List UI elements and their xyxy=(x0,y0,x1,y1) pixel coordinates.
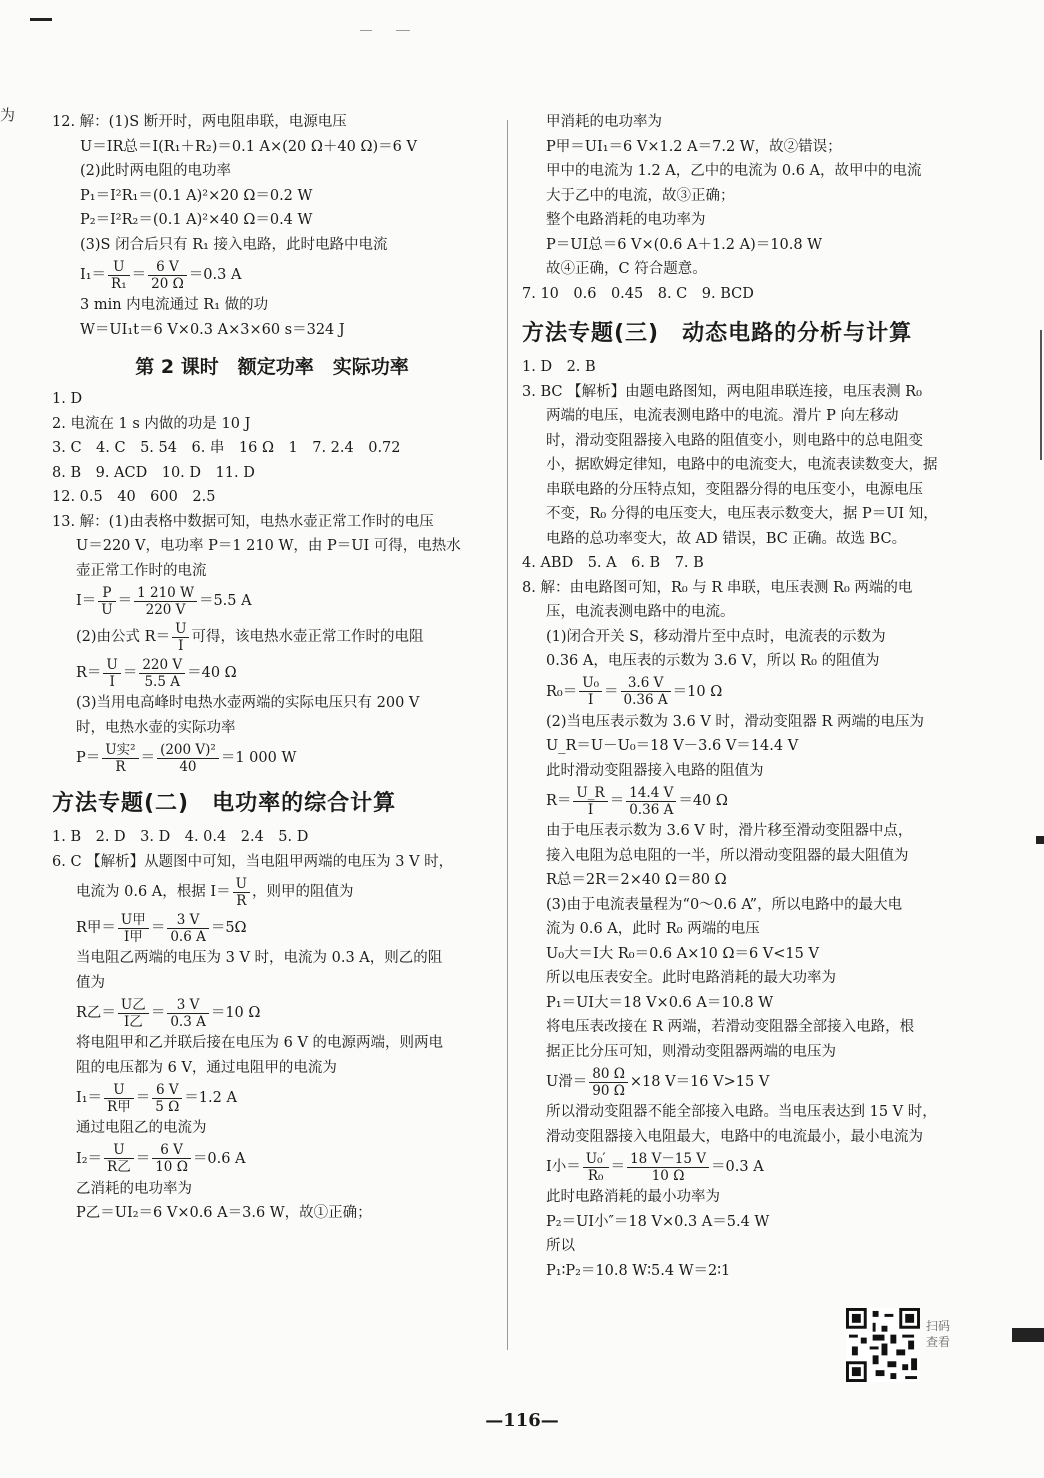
q12-line: U＝IR总＝I(R₁＋R₂)＝0.1 A×(20 Ω＋40 Ω)＝6 V xyxy=(80,138,417,155)
numerator: U₀ xyxy=(579,675,602,692)
answer-line: 3. C 4. C 5. 54 6. 串 16 Ω 1 7. 2.4 0.72 xyxy=(52,440,401,456)
q6-formula xyxy=(52,1080,492,1116)
fraction xyxy=(104,1142,134,1175)
q13-line xyxy=(52,619,492,655)
q3-line: 小，据欧姆定律知，电路中的电流变大，电流表读数变大，据 xyxy=(546,457,938,473)
equals: ＝ xyxy=(117,593,133,609)
answer-line: 12. 0.5 40 600 2.5 xyxy=(52,489,216,505)
formula-rhs: ＝40 Ω xyxy=(678,793,728,809)
q12-line: P₂＝I²R₂＝(0.1 A)²×40 Ω＝0.4 W xyxy=(80,212,313,228)
denominator: 0.3 A xyxy=(170,1013,206,1030)
answer-line: 2. 电流在 1 s 内做的功是 10 J xyxy=(52,415,251,432)
numerator: 3.6 V xyxy=(621,675,671,692)
numerator: U_R xyxy=(573,785,607,802)
numerator: 80 Ω xyxy=(589,1066,628,1083)
q13-line: 壶正常工作时的电流 xyxy=(76,562,207,579)
denominator: R₁ xyxy=(111,275,127,292)
q6-cont-line: 甲中的电流为 1.2 A，乙中的电流为 0.6 A，故甲中的电流 xyxy=(546,163,922,179)
lesson-title: 第 2 课时 额定功率 实际功率 xyxy=(135,356,409,378)
denominator: R xyxy=(115,758,126,775)
numerator: P xyxy=(98,585,115,602)
numerator: 6 V xyxy=(152,1142,191,1159)
formula-rhs: ＝5.5 A xyxy=(198,593,252,609)
denominator: R₀ xyxy=(587,1167,604,1184)
qr-label: 扫码查看 xyxy=(926,1319,951,1349)
q8-line: 此时滑动变阻器接入电路的阻值为 xyxy=(546,762,764,779)
numerator: U乙 xyxy=(118,997,149,1014)
fraction xyxy=(583,1151,609,1184)
q6-formula xyxy=(52,1141,492,1177)
formula-rhs: ＝1.2 A xyxy=(184,1090,237,1106)
denominator: 0.36 A xyxy=(629,801,674,818)
q3-line: 串联电路的分压特点知，变阻器分得的电压变小，电源电压 xyxy=(546,481,923,498)
formula-lhs: R＝ xyxy=(76,665,102,681)
denominator: U xyxy=(101,601,113,618)
numerator: U甲 xyxy=(118,912,149,929)
q8-line: 压，电流表测电路中的电流。 xyxy=(546,604,735,620)
denominator: 20 Ω xyxy=(151,275,184,292)
q8-line: U_R＝U－U₀＝18 V－3.6 V＝14.4 V xyxy=(546,738,799,754)
q6-cont-line: P＝UI总＝6 V×(0.6 A＋1.2 A)＝10.8 W xyxy=(546,236,823,253)
text: 可得，该电热水壶正常工作时的电阻 xyxy=(191,629,424,645)
q12-line: (2)此时两电阻的电功率 xyxy=(80,163,232,179)
formula-lhs: R₀＝ xyxy=(546,683,578,700)
numerator: U₀′ xyxy=(583,1151,609,1168)
fraction xyxy=(118,912,149,945)
text: (2)由公式 R＝ xyxy=(76,629,171,645)
denominator: 10 Ω xyxy=(155,1159,188,1175)
q13-line: (3)当用电高峰时电热水壶两端的实际电压只有 200 V xyxy=(76,695,420,711)
right-column xyxy=(522,110,962,1283)
q8-line: 8. 解：由电路图可知，R₀ 与 R 串联，电压表测 R₀ 两端的电 xyxy=(522,579,913,596)
q8-line: 将电压表改接在 R 两端，若滑动变阻器全部接入电路，根 xyxy=(546,1019,915,1035)
numerator: 6 V xyxy=(152,1082,182,1099)
fraction xyxy=(98,585,115,618)
fraction xyxy=(108,259,130,292)
fraction xyxy=(233,876,250,909)
formula-rhs: ＝5Ω xyxy=(210,920,247,936)
q3-line: 电路的总功率变大，故 AD 错误，BC 正确。故选 BC。 xyxy=(546,530,907,547)
fraction xyxy=(579,675,602,708)
formula-lhs: I₂＝ xyxy=(76,1150,103,1167)
fraction xyxy=(118,997,149,1030)
section-title: 方法专题(三) 动态电路的分析与计算 xyxy=(522,321,913,346)
q3-line: 不变，R₀ 分得的电压变大，电压表示数变大，据 P＝UI 知， xyxy=(546,506,938,522)
formula-lhs: I₁＝ xyxy=(76,1090,103,1106)
q13-line: 13. 解：(1)由表格中数据可知，电热水壶正常工作时的电压 xyxy=(52,513,434,530)
numerator: 1 210 W xyxy=(134,585,197,602)
numerator: U xyxy=(233,876,250,893)
numerator: U实² xyxy=(102,742,138,759)
numerator: 18 V－15 V xyxy=(627,1151,709,1168)
q8-line: (3)由于电流表量程为“0～0.6 A”，所以电路中的最大电 xyxy=(546,896,903,913)
column-divider xyxy=(507,120,508,1350)
formula-rhs: ＝0.6 A xyxy=(192,1150,246,1167)
top-dash xyxy=(396,30,410,31)
q12-line: 3 min 内电流通过 R₁ 做的功 xyxy=(80,297,269,313)
fraction xyxy=(152,1142,191,1175)
fraction xyxy=(172,621,189,654)
fraction xyxy=(102,742,138,775)
equals: ＝ xyxy=(610,1159,626,1175)
q8-line: U₀大＝I大 R₀＝0.6 A×10 Ω＝6 V<15 V xyxy=(546,945,819,962)
q8-line: 滑动变阻器接入电阻最大，电路中的电流最小，最小电流为 xyxy=(546,1128,923,1145)
edge-mark xyxy=(1012,1328,1044,1342)
numerator: U xyxy=(104,1142,134,1159)
q12-line: P₁＝I²R₁＝(0.1 A)²×20 Ω＝0.2 W xyxy=(80,187,313,204)
q6-line: 将电阻甲和乙并联后接在电压为 6 V 的电源两端，则两电 xyxy=(76,1035,444,1051)
fraction xyxy=(589,1066,628,1099)
numerator: U xyxy=(108,259,130,276)
fraction xyxy=(152,1082,182,1115)
q6-line: 当电阻乙两端的电压为 3 V 时，电流为 0.3 A，则乙的阻 xyxy=(76,950,443,966)
equals: ＝ xyxy=(604,683,619,700)
answer-line: 1. D 2. B xyxy=(522,359,596,375)
denominator: 220 V xyxy=(145,601,186,618)
numerator: U xyxy=(103,657,120,674)
text: ，则甲的阻值为 xyxy=(251,884,354,900)
q6-line: P乙＝UI₂＝6 V×0.6 A＝3.6 W，故①正确； xyxy=(76,1205,372,1221)
qr-code-icon[interactable] xyxy=(846,1308,920,1382)
edge-word: 为 xyxy=(0,106,16,124)
q8-line: 所以电压表安全。此时电路消耗的最大功率为 xyxy=(546,970,836,986)
formula-lhs: P＝ xyxy=(76,750,101,766)
formula-lhs: R＝ xyxy=(546,793,572,809)
q6-line: 值为 xyxy=(76,974,105,991)
denominator: I甲 xyxy=(123,928,143,945)
q6-cont-line: 甲消耗的电功率为 xyxy=(546,114,662,130)
denominator: I xyxy=(109,673,115,690)
right-edge-line xyxy=(1040,330,1042,460)
fraction xyxy=(573,785,607,818)
q8-formula xyxy=(522,1149,962,1185)
fraction xyxy=(104,1082,134,1115)
q8-line: P₂＝UI小″＝18 V×0.3 A＝5.4 W xyxy=(546,1213,770,1230)
page-number: —116— xyxy=(485,1410,559,1431)
answer-line: 4. ABD 5. A 6. B 7. B xyxy=(522,555,704,571)
q13-formula xyxy=(52,740,492,776)
formula-lhs: U滑＝ xyxy=(546,1074,588,1090)
equals: ＝ xyxy=(131,267,147,283)
denominator: 0.36 A xyxy=(623,692,668,708)
formula-rhs: ＝0.3 A xyxy=(188,267,242,283)
formula-lhs: I小＝ xyxy=(546,1159,581,1175)
q6-cont-line: P甲＝UI₁＝6 V×1.2 A＝7.2 W，故②错误； xyxy=(546,138,842,155)
q6-line: 6. C 【解析】从题图中可知，当电阻甲两端的电压为 3 V 时， xyxy=(52,853,454,870)
q3-line: 3. BC 【解析】由题电路图知，两电阻串联连接，电压表测 R₀ xyxy=(522,383,922,400)
text: 电流为 0.6 A，根据 I＝ xyxy=(76,884,231,900)
equals: ＝ xyxy=(150,1005,166,1021)
fraction xyxy=(139,657,185,690)
q6-line: 阻的电压都为 6 V，通过电阻甲的电流为 xyxy=(76,1059,337,1076)
equals: ＝ xyxy=(135,1090,151,1106)
answer-line: 1. D xyxy=(52,391,83,407)
q6-cont-line: 整个电路消耗的电功率为 xyxy=(546,212,706,228)
answer-line: 7. 10 0.6 0.45 8. C 9. BCD xyxy=(522,285,754,302)
q8-formula xyxy=(522,674,962,710)
denominator: 5.5 A xyxy=(144,673,180,690)
q6-line: 通过电阻乙的电流为 xyxy=(76,1120,207,1136)
q3-line: 两端的电压，电流表测电路中的电流。滑片 P 向左移动 xyxy=(546,408,899,424)
denominator: 10 Ω xyxy=(651,1167,685,1184)
formula-lhs: I＝ xyxy=(76,593,97,609)
denominator: 40 xyxy=(179,758,197,775)
formula-rhs: ＝1 000 W xyxy=(220,750,297,766)
q6-line: 乙消耗的电功率为 xyxy=(76,1180,192,1197)
q3-line: 时，滑动变阻器接入电路的阻值变小，则电路中的总电阻变 xyxy=(546,432,923,449)
denominator: 90 Ω xyxy=(592,1082,625,1099)
q12-line: 12. 解：(1)S 断开时，两电阻串联，电源电压 xyxy=(52,114,347,130)
fraction xyxy=(157,742,219,775)
numerator: 3 V xyxy=(167,997,209,1014)
fraction xyxy=(621,675,671,708)
q8-line: (2)当电压表示数为 3.6 V 时，滑动变阻器 R 两端的电压为 xyxy=(546,713,925,730)
formula-rhs: ＝40 Ω xyxy=(187,665,237,681)
q6-cont-line: 故④正确，C 符合题意。 xyxy=(546,261,707,277)
formula-rhs: ＝10 Ω xyxy=(672,683,723,700)
denominator: I乙 xyxy=(123,1013,143,1030)
equals: ＝ xyxy=(122,665,138,681)
fraction xyxy=(148,259,187,292)
q13-line: 时，电热水壶的实际功率 xyxy=(76,719,236,736)
q8-line: 0.36 A，电压表的示数为 3.6 V，所以 R₀ 的阻值为 xyxy=(546,653,880,669)
q8-formula xyxy=(522,1064,962,1100)
q8-line: P₁＝UI大＝18 V×0.6 A＝10.8 W xyxy=(546,994,774,1011)
numerator: (200 V)² xyxy=(157,742,219,759)
q6-line xyxy=(52,874,492,910)
q8-line: 由于电压表示数为 3.6 V 时，滑片移至滑动变阻器中点， xyxy=(546,823,913,839)
formula-rhs: ＝0.3 A xyxy=(711,1159,764,1175)
q13-line: U＝220 V，电功率 P＝1 210 W，由 P＝UI 可得，电热水 xyxy=(76,538,461,554)
formula-lhs: R乙＝ xyxy=(76,1005,116,1021)
q6-formula xyxy=(52,995,492,1031)
equals: ＝ xyxy=(135,1150,151,1167)
q13-formula xyxy=(52,655,492,691)
formula-lhs: R甲＝ xyxy=(76,920,116,936)
left-column xyxy=(52,110,492,1226)
equals: ＝ xyxy=(140,750,156,766)
q8-line: 据正比分压可知，则滑动变阻器两端的电压为 xyxy=(546,1043,836,1060)
q8-line: 此时电路消耗的最小功率为 xyxy=(546,1189,720,1205)
numerator: U xyxy=(172,621,189,638)
denominator: R甲 xyxy=(107,1098,131,1115)
fraction xyxy=(167,912,209,945)
numerator: 14.4 V xyxy=(626,785,676,802)
denominator: 0.6 A xyxy=(170,928,206,945)
q12-line: W＝UI₁t＝6 V×0.3 A×3×60 s＝324 J xyxy=(80,321,345,338)
formula-rhs: ×18 V＝16 V>15 V xyxy=(629,1074,770,1090)
numerator: 220 V xyxy=(139,657,185,674)
q8-line: 流为 0.6 A，此时 R₀ 两端的电压 xyxy=(546,921,760,937)
top-mark xyxy=(30,18,52,21)
denominator: I xyxy=(587,801,594,818)
denominator: I xyxy=(178,637,184,654)
q6-formula xyxy=(52,910,492,946)
q8-line: 所以 xyxy=(546,1238,575,1254)
fraction xyxy=(134,585,197,618)
formula-lhs: I₁＝ xyxy=(80,267,107,283)
equals: ＝ xyxy=(609,793,625,809)
denominator: I xyxy=(587,692,594,708)
fraction xyxy=(626,785,676,818)
equals: ＝ xyxy=(150,920,166,936)
edge-mark xyxy=(1036,836,1044,844)
q12-formula xyxy=(52,257,492,293)
q12-line: (3)S 闭合后只有 R₁ 接入电路，此时电路中电流 xyxy=(80,236,388,253)
q8-line: (1)闭合开关 S，移动滑片至中点时，电流表的示数为 xyxy=(546,628,886,645)
denominator: 5 Ω xyxy=(155,1098,180,1115)
q8-line: P₁∶P₂＝10.8 W∶5.4 W＝2∶1 xyxy=(546,1262,731,1279)
q13-formula xyxy=(52,583,492,619)
answer-line: 1. B 2. D 3. D 4. 0.4 2.4 5. D xyxy=(52,829,309,845)
numerator: 6 V xyxy=(148,259,187,276)
fraction xyxy=(627,1151,709,1184)
answer-line: 8. B 9. ACD 10. D 11. D xyxy=(52,464,255,481)
denominator: R乙 xyxy=(107,1159,131,1175)
numerator: U xyxy=(104,1082,134,1099)
q8-line: 所以滑动变阻器不能全部接入电路。当电压表达到 15 V 时， xyxy=(546,1104,937,1120)
q6-cont-line: 大于乙中的电流，故③正确； xyxy=(546,187,735,204)
fraction xyxy=(103,657,120,690)
q8-formula xyxy=(522,783,962,819)
numerator: 3 V xyxy=(167,912,209,929)
top-dash xyxy=(360,30,372,31)
q8-line: 接入电阻为总电阻的一半，所以滑动变阻器的最大阻值为 xyxy=(546,847,909,864)
q8-line: R总＝2R＝2×40 Ω＝80 Ω xyxy=(546,872,727,888)
section-title: 方法专题(二) 电功率的综合计算 xyxy=(52,791,397,816)
denominator: R xyxy=(236,892,247,909)
fraction xyxy=(167,997,209,1030)
formula-rhs: ＝10 Ω xyxy=(210,1005,261,1021)
